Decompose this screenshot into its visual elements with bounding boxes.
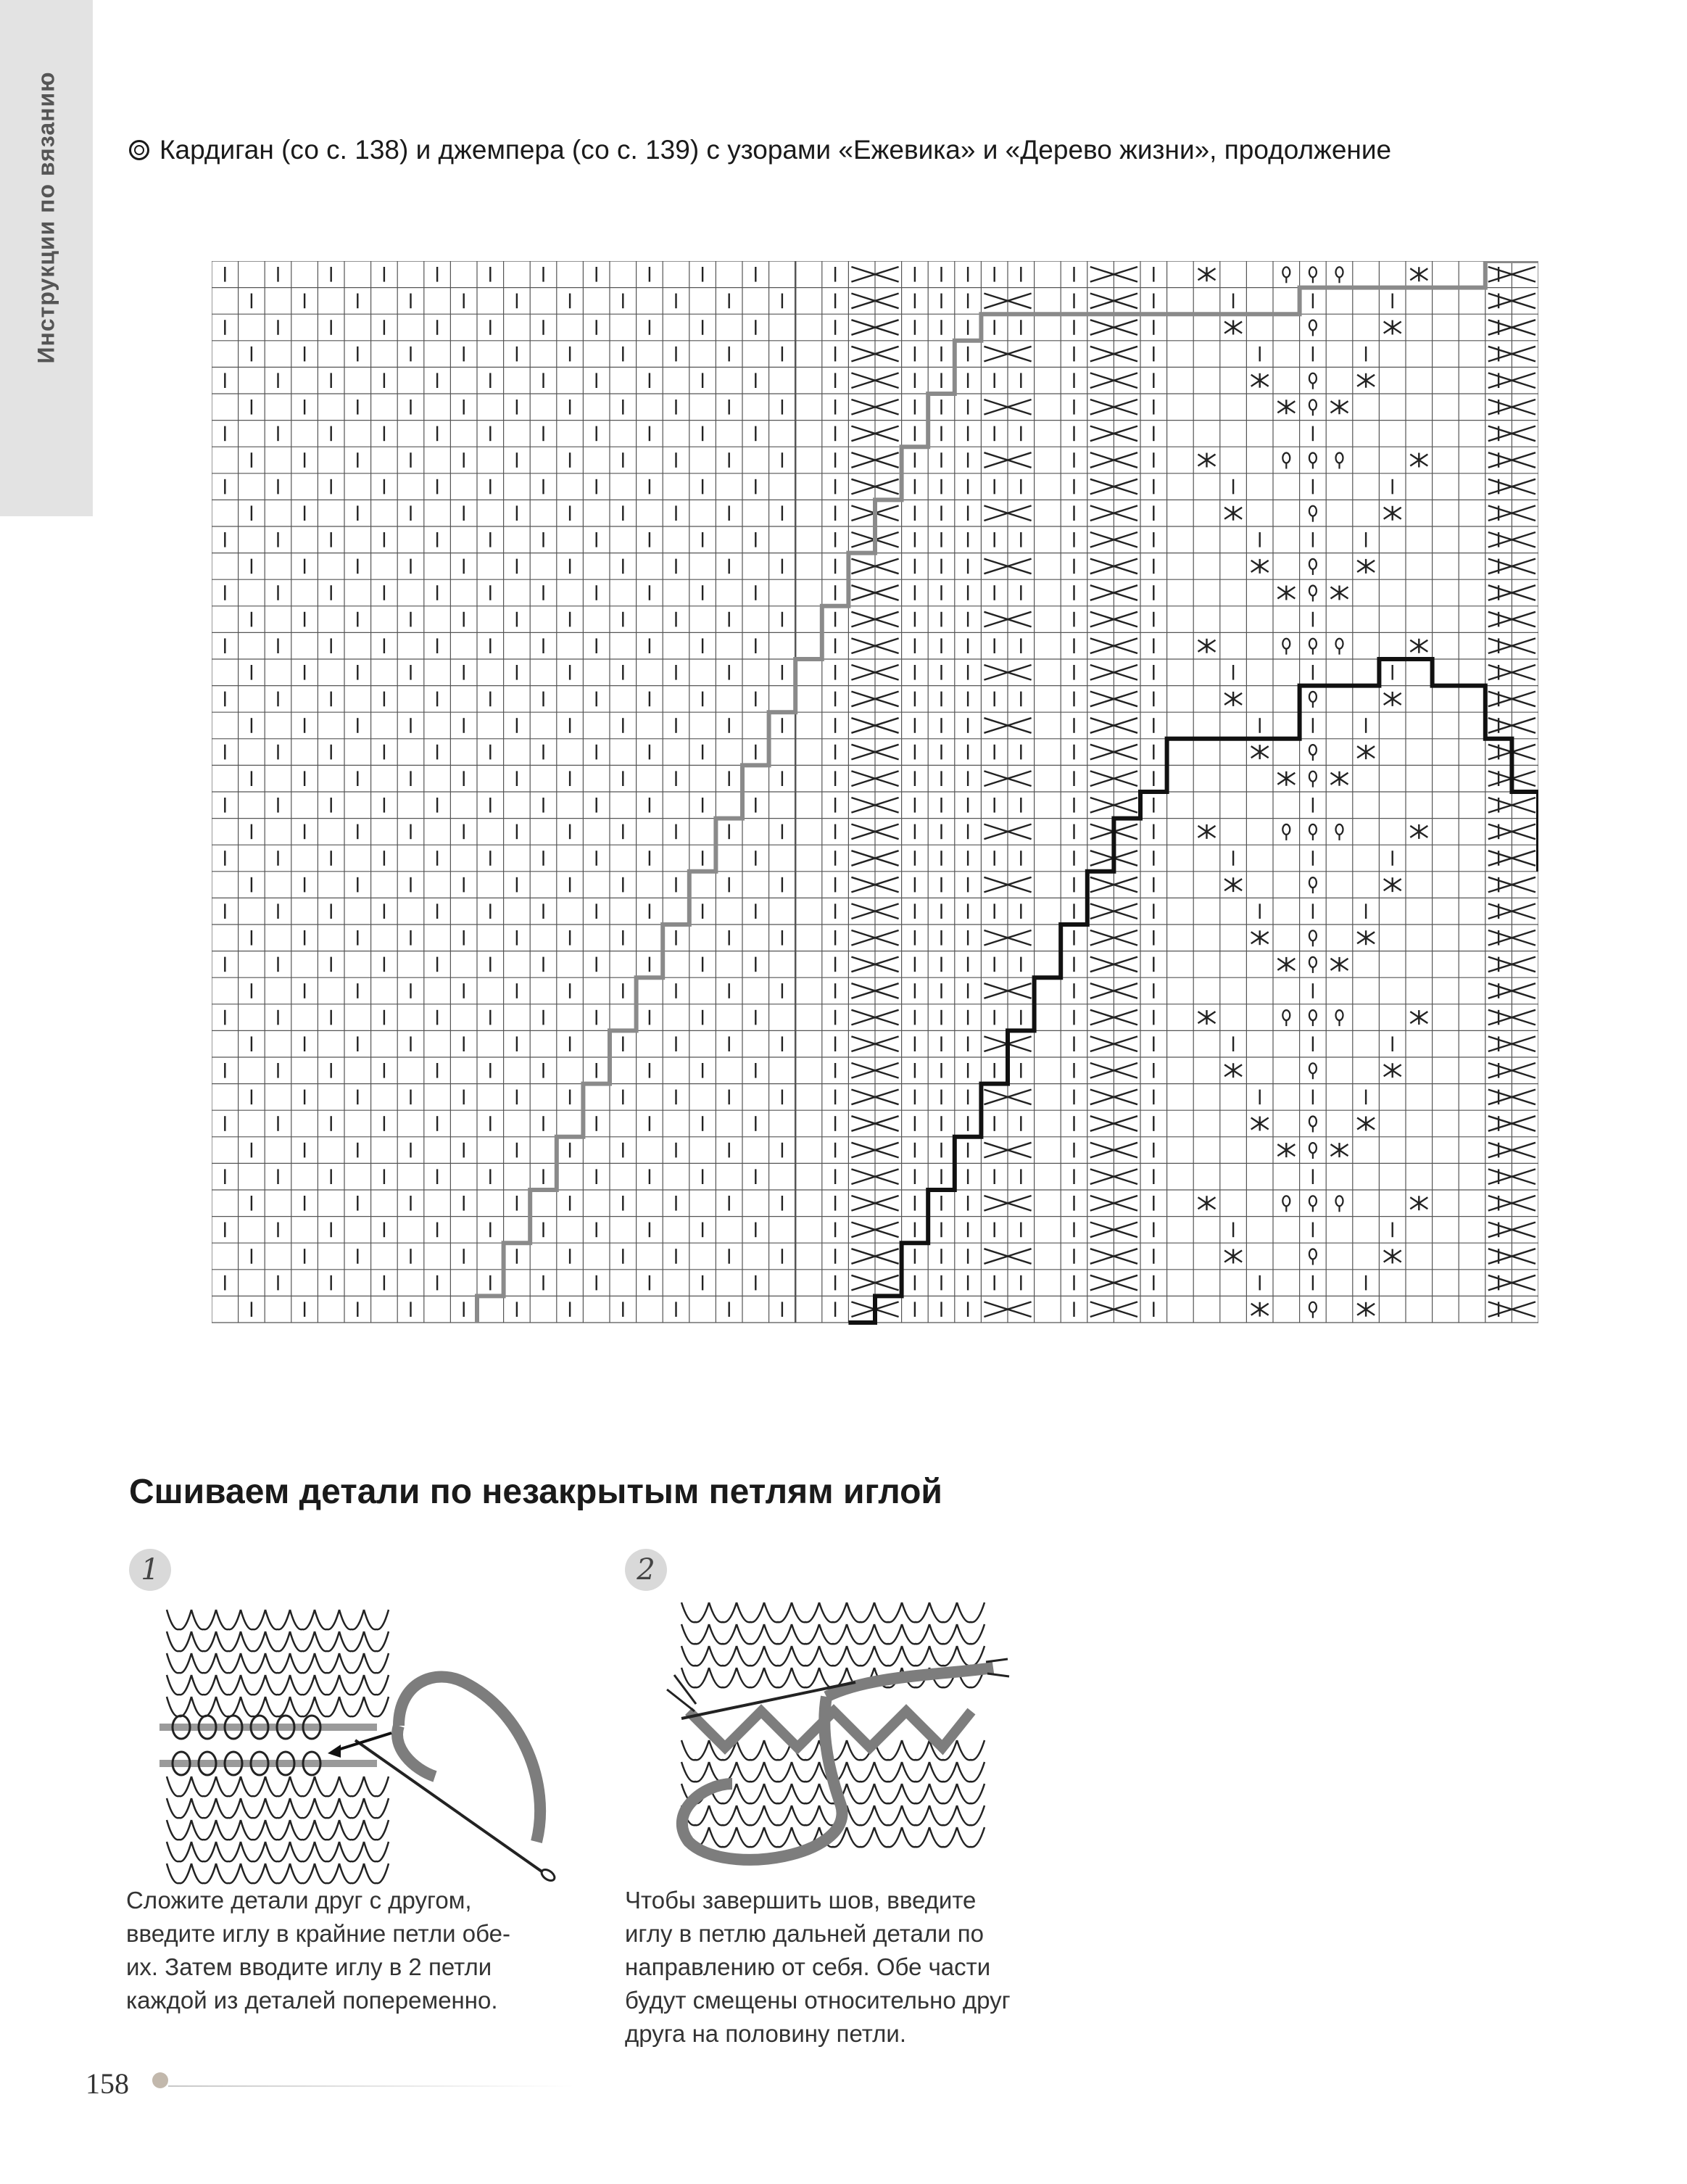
twisted-symbol <box>1309 877 1317 888</box>
knit-stitch <box>681 1646 709 1666</box>
knit-stitch <box>764 1602 792 1622</box>
knit-stitch <box>902 1740 929 1760</box>
knit-stitch <box>737 1624 764 1644</box>
knit-stitch <box>929 1827 957 1847</box>
knit-stitch <box>681 1740 709 1760</box>
bobble-symbol <box>1251 1117 1269 1131</box>
knit-stitch <box>874 1646 902 1666</box>
twisted-symbol <box>1282 824 1290 835</box>
twisted-symbol <box>1336 1010 1343 1020</box>
double-circle-icon <box>129 140 149 160</box>
knit-stitch <box>709 1668 737 1687</box>
knit-stitch <box>957 1740 985 1760</box>
bobble-symbol <box>1331 586 1348 600</box>
knit-stitch <box>847 1827 874 1847</box>
bobble-symbol <box>1277 400 1295 414</box>
knit-stitch <box>957 1762 985 1782</box>
knit-stitch <box>957 1602 985 1622</box>
step-2-line: будут смещены относительно друг <box>625 1987 1011 2014</box>
twisted-symbol <box>1282 639 1290 649</box>
twisted-symbol <box>1309 586 1317 596</box>
knit-stitch <box>957 1646 985 1666</box>
chart-grid <box>212 261 1538 1323</box>
twisted-symbol <box>1309 1117 1317 1127</box>
twisted-symbol <box>1336 453 1343 463</box>
knit-stitch <box>847 1646 874 1666</box>
knit-stitch <box>764 1646 792 1666</box>
step-2-line: друга на половину петли. <box>625 2020 907 2047</box>
knit-stitch <box>709 1602 737 1622</box>
bobble-symbol <box>1251 930 1269 945</box>
knit-stitch <box>709 1805 737 1825</box>
twisted-symbol <box>1309 1302 1317 1312</box>
knit-stitch <box>902 1624 929 1644</box>
bobble-symbol <box>1357 930 1375 945</box>
footer-rule <box>168 2085 574 2087</box>
bobble-symbol <box>1357 1117 1375 1131</box>
side-tab-label: Инструкции по вязанию <box>33 71 59 364</box>
knit-stitch <box>792 1602 819 1622</box>
knit-stitch <box>681 1624 709 1644</box>
step-1-line: введите иглу в крайние петли обе- <box>126 1920 510 1947</box>
twisted-symbol <box>1336 639 1343 649</box>
knit-stitch <box>792 1668 819 1687</box>
bobble-symbol <box>1410 824 1427 839</box>
bobble-symbol <box>1357 559 1375 574</box>
knit-stitch <box>709 1827 737 1847</box>
bobble-symbol <box>1384 692 1401 706</box>
twisted-symbol <box>1282 1196 1290 1206</box>
knit-stitch <box>819 1646 847 1666</box>
knit-stitch <box>874 1624 902 1644</box>
bobble-symbol <box>1384 877 1401 892</box>
bobble-symbol <box>1224 1063 1242 1077</box>
knit-stitch <box>874 1784 902 1803</box>
bobble-symbol <box>1410 1010 1427 1025</box>
knit-stitch <box>847 1624 874 1644</box>
knit-stitch <box>847 1805 874 1825</box>
knit-stitch <box>929 1646 957 1666</box>
twisted-symbol <box>1309 400 1317 410</box>
twisted-symbol <box>1309 1063 1317 1073</box>
knit-stitch <box>957 1624 985 1644</box>
knit-stitch <box>764 1624 792 1644</box>
bobble-symbol <box>1251 373 1269 388</box>
knit-stitch <box>764 1784 792 1803</box>
bobble-symbol <box>1198 267 1216 281</box>
knit-stitch <box>929 1784 957 1803</box>
knit-stitch <box>902 1784 929 1803</box>
step-2-text <box>625 1884 1011 2051</box>
knit-stitch <box>681 1602 709 1622</box>
knit-stitch <box>737 1827 764 1847</box>
twisted-symbol <box>1309 320 1317 331</box>
knit-stitch <box>929 1805 957 1825</box>
twisted-symbol <box>1282 453 1290 463</box>
bobble-symbol <box>1224 877 1242 892</box>
knit-stitch <box>929 1602 957 1622</box>
knit-stitch <box>819 1624 847 1644</box>
bobble-symbol <box>1224 506 1242 521</box>
knit-stitch <box>681 1762 709 1782</box>
page-number: 158 <box>86 2067 129 2100</box>
bobble-symbol <box>1224 1249 1242 1264</box>
knit-stitch <box>792 1646 819 1666</box>
knit-stitch <box>681 1668 709 1687</box>
twisted-symbol <box>1309 692 1317 702</box>
twisted-symbol <box>1309 1010 1317 1020</box>
twisted-symbol <box>1309 957 1317 967</box>
twisted-symbol <box>1309 1249 1317 1259</box>
chart-caption-text: Кардиган (со с. 138) и джемпера (со с. 139) с узорами «Ежевика» и «Дерево жизни», продолжение <box>159 135 1392 165</box>
twisted-symbol <box>1309 373 1317 384</box>
bobble-symbol <box>1224 692 1242 706</box>
knit-stitch <box>847 1602 874 1622</box>
knit-stitch <box>902 1762 929 1782</box>
bobble-symbol <box>1410 267 1427 281</box>
knit-stitch <box>792 1784 819 1803</box>
bobble-symbol <box>1198 1196 1216 1210</box>
twisted-symbol <box>1309 930 1317 940</box>
twisted-symbol <box>1309 639 1317 649</box>
bobble-symbol <box>1384 1063 1401 1077</box>
bobble-symbol <box>1331 400 1348 414</box>
chart-symbols <box>225 267 1535 1318</box>
bobble-symbol <box>1198 639 1216 653</box>
bobble-symbol <box>1410 1196 1427 1210</box>
knit-stitch <box>929 1762 957 1782</box>
step-1-line: их. Затем вводите иглу в 2 петли <box>126 1953 492 1980</box>
bobble-symbol <box>1198 453 1216 468</box>
twisted-symbol <box>1309 559 1317 569</box>
section-title: Сшиваем детали по незакрытым петлям иглой <box>129 1473 942 1511</box>
twisted-symbol <box>1282 1010 1290 1020</box>
bobble-symbol <box>1410 639 1427 653</box>
step-2-line: Чтобы завершить шов, введите <box>625 1887 977 1914</box>
bobble-symbol <box>1277 957 1295 972</box>
twisted-symbol <box>1309 824 1317 835</box>
knit-stitch <box>874 1762 902 1782</box>
bobble-symbol <box>1357 373 1375 388</box>
knitting-chart <box>212 261 1538 1327</box>
bobble-symbol <box>1331 772 1348 786</box>
knit-stitch <box>737 1740 764 1760</box>
knit-stitch <box>764 1805 792 1825</box>
step-1-badge <box>129 1549 171 1591</box>
twisted-symbol <box>1309 745 1317 755</box>
knit-stitch <box>709 1646 737 1666</box>
knit-stitch <box>929 1624 957 1644</box>
bobble-symbol <box>1277 772 1295 786</box>
knit-stitch <box>902 1805 929 1825</box>
chart-caption <box>129 135 1391 165</box>
bobble-symbol <box>1251 559 1269 574</box>
knit-stitch <box>847 1784 874 1803</box>
knit-stitch <box>737 1646 764 1666</box>
knit-stitch <box>764 1762 792 1782</box>
knit-stitch <box>957 1827 985 1847</box>
twisted-symbol <box>1309 453 1317 463</box>
bobble-symbol <box>1331 957 1348 972</box>
bobble-symbol <box>1410 453 1427 468</box>
knit-stitch <box>902 1602 929 1622</box>
step-1-text <box>126 1884 510 2017</box>
knit-stitch <box>737 1805 764 1825</box>
bobble-symbol <box>1277 586 1295 600</box>
bobble-symbol <box>1384 1249 1401 1264</box>
twisted-symbol <box>1309 1143 1317 1153</box>
step-1-illustration <box>159 1602 565 1893</box>
bobble-symbol <box>1198 824 1216 839</box>
step-1-line: Сложите детали друг с другом, <box>126 1887 472 1914</box>
knit-stitch <box>792 1805 819 1825</box>
side-tab <box>0 0 93 516</box>
knit-stitch <box>847 1762 874 1782</box>
knit-stitch <box>737 1762 764 1782</box>
knit-stitch <box>709 1624 737 1644</box>
knit-stitch <box>764 1668 792 1687</box>
step-1-number: 1 <box>141 1553 159 1587</box>
step-2-badge <box>625 1549 667 1591</box>
knit-stitch <box>792 1624 819 1644</box>
knit-stitch <box>874 1602 902 1622</box>
knit-stitch <box>819 1602 847 1622</box>
knit-stitch <box>737 1602 764 1622</box>
knit-stitch <box>764 1827 792 1847</box>
twisted-symbol <box>1309 1196 1317 1206</box>
bobble-symbol <box>1251 1302 1269 1317</box>
bobble-symbol <box>1384 506 1401 521</box>
knit-stitch <box>874 1805 902 1825</box>
bobble-symbol <box>1384 320 1401 335</box>
knit-stitch <box>737 1784 764 1803</box>
twisted-symbol <box>1282 267 1290 277</box>
step-2-line: направлению от себя. Обе части <box>625 1953 991 1980</box>
knit-stitch <box>902 1827 929 1847</box>
bobble-symbol <box>1198 1010 1216 1025</box>
bobble-symbol <box>1357 1302 1375 1317</box>
bobble-symbol <box>1251 745 1269 759</box>
twisted-symbol <box>1309 267 1317 277</box>
step-2-illustration <box>652 1595 1029 1885</box>
yarn-ball-icon <box>152 2072 168 2088</box>
knit-stitch <box>902 1646 929 1666</box>
step-1-line: каждой из деталей попеременно. <box>126 1987 498 2014</box>
twisted-symbol <box>1336 1196 1343 1206</box>
knit-stitch <box>874 1827 902 1847</box>
bobble-symbol <box>1357 745 1375 759</box>
knit-stitch <box>957 1784 985 1803</box>
bobble-symbol <box>1277 1143 1295 1157</box>
step-2-number: 2 <box>637 1553 655 1587</box>
twisted-symbol <box>1309 772 1317 782</box>
twisted-symbol <box>1309 506 1317 516</box>
knit-stitch <box>957 1805 985 1825</box>
twisted-symbol <box>1336 824 1343 835</box>
knit-stitch <box>792 1762 819 1782</box>
bobble-symbol <box>1224 320 1242 335</box>
twisted-symbol <box>1336 267 1343 277</box>
step-2-line: иглу в петлю дальней детали по <box>625 1920 984 1947</box>
bobble-symbol <box>1331 1143 1348 1157</box>
knit-stitch <box>737 1668 764 1687</box>
